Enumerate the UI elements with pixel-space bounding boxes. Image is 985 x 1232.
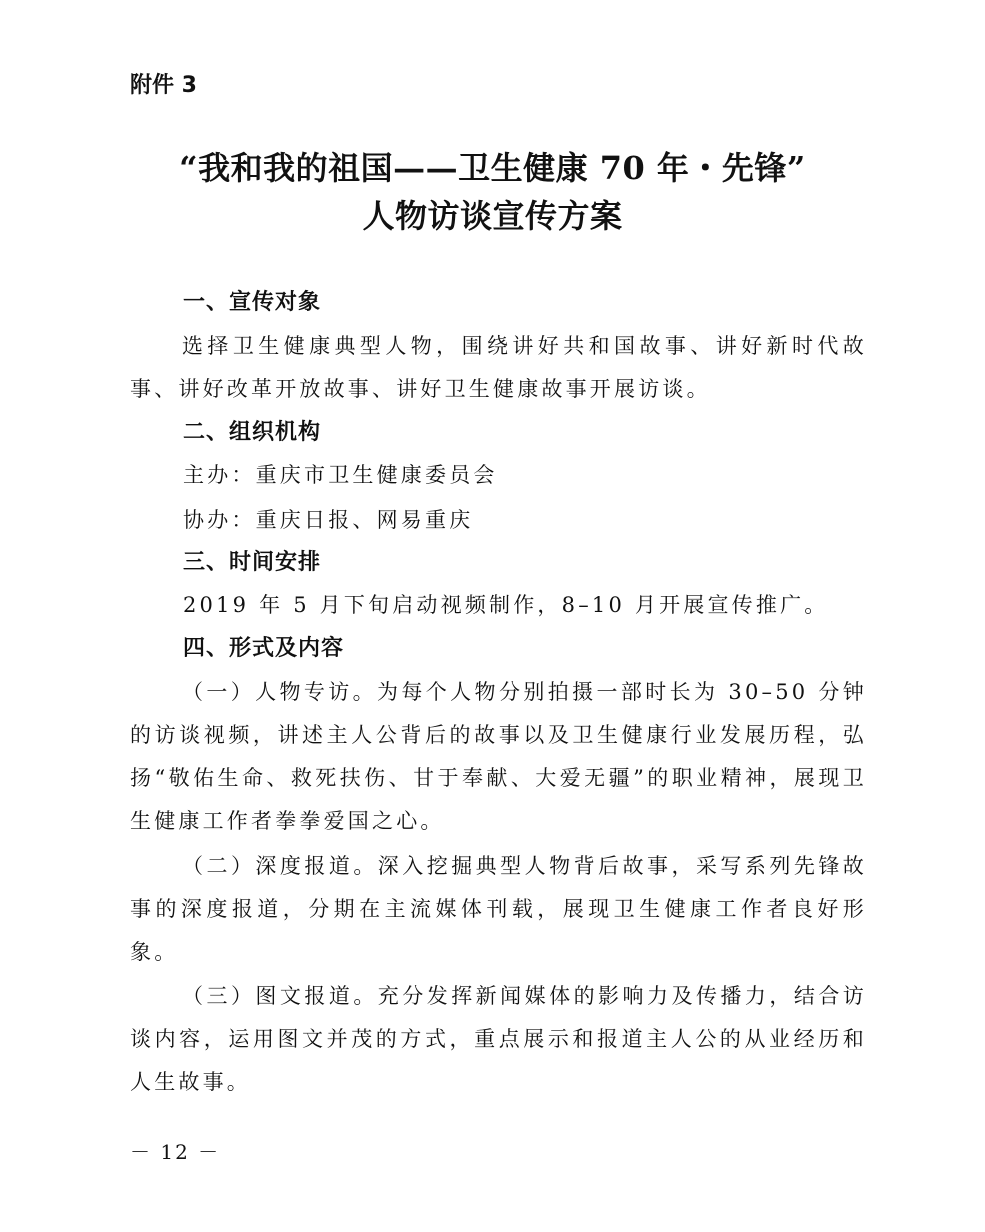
format-item-photo-report: （三）图文报道。充分发挥新闻媒体的影响力及传播力，结合访谈内容，运用图文并茂的方式，重点展示和报道主人公的从业经历和人生故事。 xyxy=(130,984,867,1094)
format-item-in-depth-report: （二）深度报道。深入挖掘典型人物背后故事，采写系列先锋故事的深度报道，分期在主流媒体刊载，展现卫生健康工作者良好形象。 xyxy=(130,854,867,964)
section-body-schedule: 2019 年 5 月下旬启动视频制作，8–10 月开展宣传推广。 xyxy=(183,593,829,617)
section-heading-target: 一、宣传对象 xyxy=(183,290,322,315)
section-heading-schedule: 三、时间安排 xyxy=(183,550,322,575)
page-number: － 12 － xyxy=(130,1140,221,1164)
document-title-line-2: 人物访谈宣传方案 xyxy=(362,197,623,235)
organizer-co-host: 协办：重庆日报、网易重庆 xyxy=(183,508,474,532)
section-heading-organization: 二、组织机构 xyxy=(183,420,322,445)
organizer-host: 主办：重庆市卫生健康委员会 xyxy=(183,463,498,487)
section-body-target: 选择卫生健康典型人物，围绕讲好共和国故事、讲好新时代故事、讲好改革开放故事、讲好卫生健康故事开展访谈。 xyxy=(130,334,867,401)
section-heading-format: 四、形式及内容 xyxy=(183,636,345,661)
document-title-line-1: “我和我的祖国——卫生健康 70 年・先锋” xyxy=(179,149,806,187)
attachment-label: 附件 3 xyxy=(130,73,197,98)
format-item-interview: （一）人物专访。为每个人物分别拍摄一部时长为 30–50 分钟的访谈视频，讲述主人公背后的故事以及卫生健康行业发展历程，弘扬“敬佑生命、救死扶伤、甘于奉献、大爱无疆”的职业精神，展现卫生健康工作者拳拳爱国之心。 xyxy=(130,680,867,833)
